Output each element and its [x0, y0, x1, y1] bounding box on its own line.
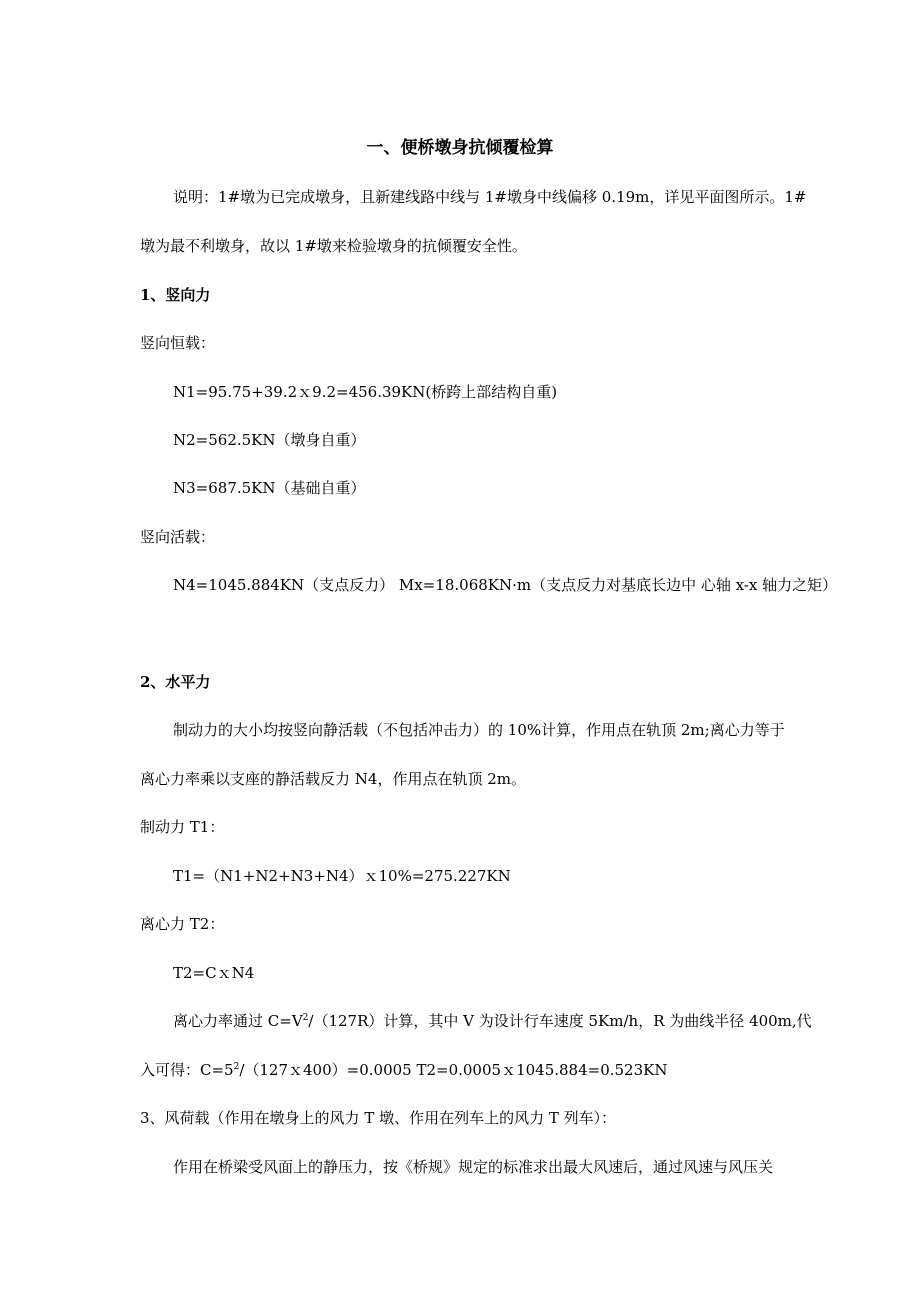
intro-line-1: 说明：1#墩为已完成墩身，且新建线路中线与 1#墩身中线偏移 0.19m，详见平面图所示。1# — [173, 188, 807, 206]
centrifugal-rate-text-c: 入可得：C=5 — [140, 1061, 234, 1079]
superscript-2: 2 — [233, 1062, 240, 1072]
formula-n4: N4=1045.884KN（支点反力） Mx=18.068KN·m（支点反力对基底长边中 心轴 x-x 轴力之矩） — [173, 576, 838, 594]
section-3-para-line-1: 作用在桥梁受风面上的静压力，按《桥规》规定的标准求出最大风速后，通过风速与风压关 — [173, 1158, 774, 1176]
section-3-heading: 3、风荷载（作用在墩身上的风力 T 墩、作用在列车上的风力 T 列车）： — [140, 1109, 617, 1127]
dead-load-label: 竖向恒载： — [140, 334, 216, 352]
intro-line-2: 墩为最不利墩身，故以 1#墩来检验墩身的抗倾覆安全性。 — [140, 237, 527, 255]
section-2-heading: 2、水平力 — [140, 673, 211, 691]
section-2-para-line-1: 制动力的大小均按竖向静活载（不包括冲击力）的 10%计算，作用点在轨顶 2m;离心力等于 — [173, 721, 785, 739]
section-1-heading: 1、竖向力 — [140, 286, 211, 304]
document-title: 一、便桥墩身抗倾覆检算 — [366, 138, 554, 158]
centrifugal-rate-text-a: 离心力率通过 C=V — [173, 1012, 303, 1030]
section-2-para-line-2: 离心力率乘以支座的静活载反力 N4，作用点在轨顶 2m。 — [140, 770, 526, 788]
centrifugal-rate-text-d: /（127ｘ400）=0.0005 T2=0.0005ｘ1045.884=0.523KN — [239, 1061, 668, 1079]
live-load-label: 竖向活载： — [140, 528, 216, 546]
centrifugal-rate-line-1 — [173, 1011, 812, 1031]
formula-t1: T1=（N1+N2+N3+N4）ｘ10%=275.227KN — [173, 867, 511, 885]
centrifugal-force-label: 离心力 T2： — [140, 915, 225, 933]
centrifugal-rate-line-2 — [140, 1060, 667, 1080]
braking-force-label: 制动力 T1： — [140, 818, 225, 836]
superscript-2: 2 — [302, 1013, 309, 1023]
centrifugal-rate-text-b: /（127R）计算，其中 V 为设计行车速度 5Km/h，R 为曲线半径 400m,代 — [308, 1012, 812, 1030]
formula-n3: N3=687.5KN（基础自重） — [173, 479, 366, 497]
formula-n2: N2=562.5KN（墩身自重） — [173, 431, 366, 449]
formula-n1: N1=95.75+39.2ｘ9.2=456.39KN(桥跨上部结构自重) — [173, 383, 558, 401]
formula-t2: T2=CｘN4 — [173, 964, 255, 982]
